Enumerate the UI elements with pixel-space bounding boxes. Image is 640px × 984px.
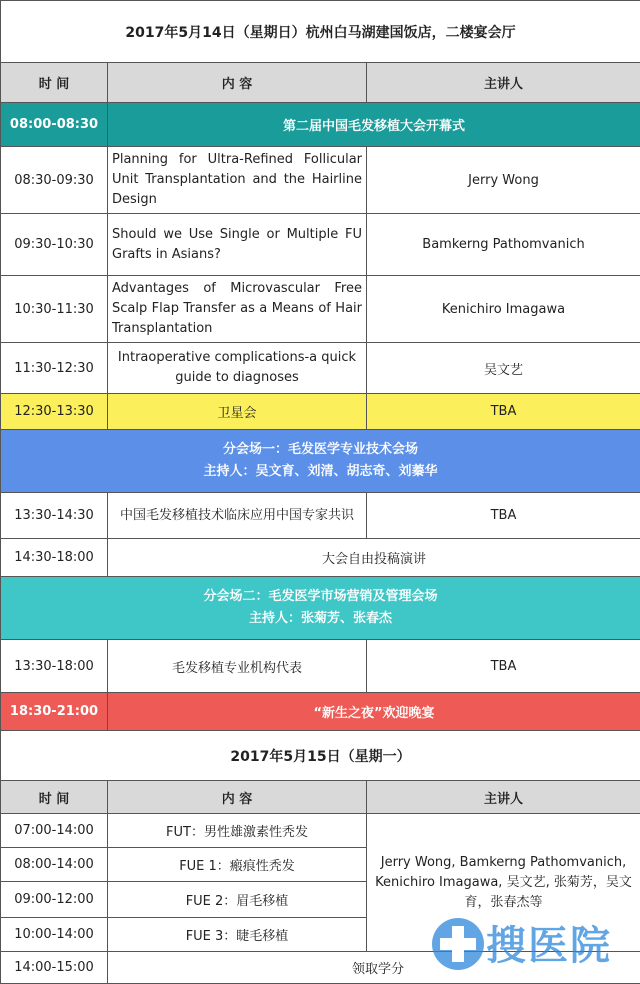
header-speaker: 主讲人 (367, 781, 640, 814)
workshop-time: 10:00-14:00 (1, 918, 108, 952)
table-row (1, 214, 640, 276)
workshop-time: 07:00-14:00 (1, 814, 108, 848)
talk-time: 09:30-10:30 (1, 214, 108, 276)
header-speaker: 主讲人 (367, 63, 640, 103)
table-row (1, 814, 640, 848)
table-row (1, 147, 640, 214)
day1-title-row (1, 1, 640, 63)
session1-time: 13:30-14:30 (1, 493, 108, 539)
session1-speaker: TBA (367, 493, 640, 539)
table-row (1, 640, 640, 693)
watermark-text: 搜医院 (486, 914, 612, 971)
session2-title: 分会场二：毛发医学市场营销及管理会场 (5, 586, 636, 608)
workshop-time: 09:00-12:00 (1, 882, 108, 918)
credits-time: 14:00-15:00 (1, 952, 108, 984)
workshop-content: FUT：男性雄激素性秃发 (108, 814, 367, 848)
talk-time: 11:30-12:30 (1, 343, 108, 394)
header-time: 时 间 (1, 781, 108, 814)
talk-time: 10:30-11:30 (1, 276, 108, 343)
free-talks-row (1, 539, 640, 577)
table-row (1, 343, 640, 394)
session1-banner-cell (1, 430, 640, 493)
opening-content: 第二届中国毛发移植大会开幕式 (108, 103, 640, 147)
talk-time: 08:30-09:30 (1, 147, 108, 214)
talk-content: Should we Use Single or Multiple FU Grafts in Asians? (108, 214, 367, 276)
session1-content: 中国毛发移植技术临床应用中国专家共识 (108, 493, 367, 539)
workshop-content: FUE 3：睫毛移植 (108, 918, 367, 952)
session2-banner-cell (1, 577, 640, 640)
session1-title: 分会场一：毛发医学专业技术会场 (5, 439, 636, 461)
header-content: 内 容 (108, 781, 367, 814)
session1-hosts: 主持人：吴文育、刘清、胡志奇、刘蓁华 (5, 461, 636, 483)
workshop-time: 08:00-14:00 (1, 848, 108, 882)
session2-content: 毛发移植专业机构代表 (108, 640, 367, 693)
day1-header-row (1, 63, 640, 103)
table-row (1, 276, 640, 343)
satellite-speaker: TBA (367, 394, 640, 430)
banquet-row (1, 693, 640, 731)
session1-banner (1, 430, 640, 493)
session2-hosts: 主持人：张菊芳、张春杰 (5, 608, 636, 630)
workshop-content: FUE 2：眉毛移植 (108, 882, 367, 918)
day2-title: 2017年5月15日（星期一） (1, 731, 640, 781)
free-talks-content: 大会自由投稿演讲 (108, 539, 640, 577)
talk-speaker: Kenichiro Imagawa (367, 276, 640, 343)
credits-content: 领取学分 (108, 952, 640, 984)
day1-title: 2017年5月14日（星期日）杭州白马湖建国饭店，二楼宴会厅 (1, 1, 640, 63)
header-time: 时 间 (1, 63, 108, 103)
opening-row (1, 103, 640, 147)
session2-banner (1, 577, 640, 640)
workshop-content: FUE 1：瘢痕性秃发 (108, 848, 367, 882)
header-content: 内 容 (108, 63, 367, 103)
session2-time: 13:30-18:00 (1, 640, 108, 693)
talk-speaker: 吴文艺 (367, 343, 640, 394)
talk-speaker: Bamkerng Pathomvanich (367, 214, 640, 276)
day2-title-row (1, 731, 640, 781)
session2-speaker: TBA (367, 640, 640, 693)
table-row (1, 493, 640, 539)
workshop-speakers: Jerry Wong, Bamkerng Pathomvanich, Kenichiro Imagawa, 吴文艺, 张菊芳，吴文育，张春杰等 (367, 814, 640, 952)
talk-content: Advantages of Microvascular Free Scalp Flap Transfer as a Means of Hair Transplantation (108, 276, 367, 343)
banquet-time: 18:30-21:00 (1, 693, 108, 731)
opening-time: 08:00-08:30 (1, 103, 108, 147)
talk-speaker: Jerry Wong (367, 147, 640, 214)
satellite-content: 卫星会 (108, 394, 367, 430)
talk-content: Planning for Ultra-Refined Follicular Unit Transplantation and the Hairline Design (108, 147, 367, 214)
free-talks-time: 14:30-18:00 (1, 539, 108, 577)
talk-content: Intraoperative complications-a quick guide to diagnoses (108, 343, 367, 394)
day2-header-row (1, 781, 640, 814)
banquet-content: “新生之夜”欢迎晚宴 (108, 693, 640, 731)
satellite-time: 12:30-13:30 (1, 394, 108, 430)
satellite-row (1, 394, 640, 430)
